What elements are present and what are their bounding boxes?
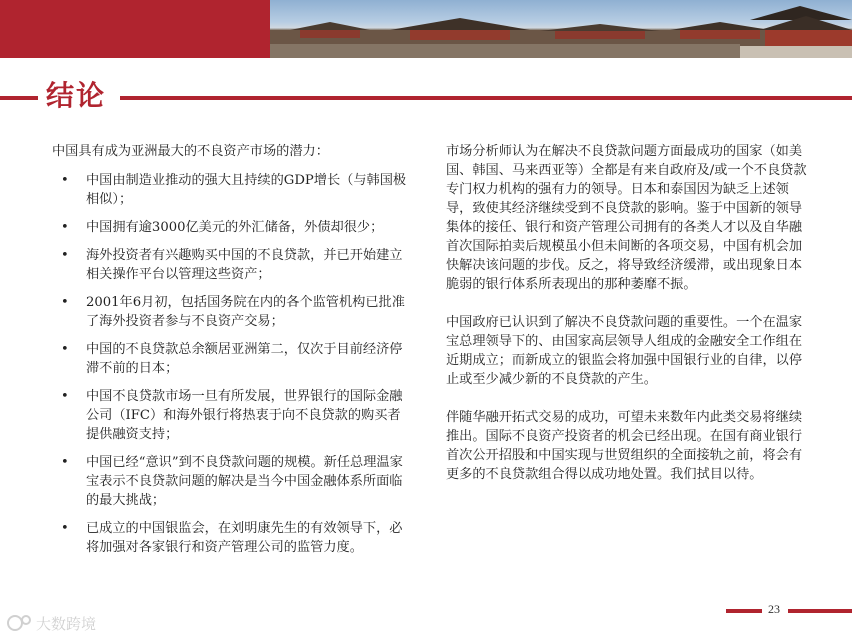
- paragraph: 伴随华融开拓式交易的成功，可望未来数年内此类交易将继续推出。国际不良资产投资者的机会已经出现。在国有商业银行首次公开招股和中国实现与世贸组织的全面接轨之前，将会有更多的不良贷款组合得以成功地处置。我们拭目以待。: [446, 410, 803, 482]
- bullet-icon: •: [61, 521, 69, 536]
- paragraph: 中国政府已认识到了解决不良贷款问题的重要性。一个在温家宝总理领导下的、由国家高层领导人组成的金融安全工作组在近期成立；而新成立的银监会将加强中国银行业的自律，以停止或至少减少新的不良贷款的产生。: [446, 315, 803, 387]
- bullet-icon: •: [61, 248, 69, 263]
- bullet-icon: •: [61, 295, 69, 310]
- bullet-text: 中国已经“意识”到不良贷款问题的规模。新任总理温家宝表示不良贷款问题的解决是当今中国金融体系所面临的最大挑战；: [86, 455, 403, 508]
- list-item: [52, 171, 412, 209]
- bullet-icon: •: [61, 220, 69, 235]
- list-item: [52, 340, 412, 378]
- bullet-text: 2001年6月初，包括国务院在内的各个监管机构已批准了海外投资者参与不良资产交易；: [86, 295, 405, 329]
- svg-text:大数跨境: 大数跨境: [36, 615, 97, 633]
- footer-rule-right: [788, 609, 852, 613]
- forbidden-city-illustration: [270, 0, 852, 58]
- logo-mark-icon: [6, 612, 116, 634]
- title-rule-right: [120, 96, 852, 100]
- watermark-logo: [6, 612, 116, 634]
- bullet-icon: •: [61, 455, 69, 470]
- right-column: [446, 142, 808, 503]
- list-item: [52, 218, 412, 237]
- bullet-icon: •: [61, 389, 69, 404]
- bullet-icon: •: [61, 173, 69, 188]
- list-item: [52, 387, 412, 444]
- bullet-list: [52, 171, 412, 557]
- bullet-text: 已成立的中国银监会，在刘明康先生的有效领导下，必将加强对各家银行和资产管理公司的监管力度。: [86, 521, 403, 555]
- bullet-text: 中国拥有逾3000亿美元的外汇储备，外债却很少；: [86, 220, 384, 235]
- footer-rule-left: [726, 609, 762, 613]
- left-column: [52, 142, 412, 566]
- header-red-band: [0, 0, 270, 58]
- list-item: [52, 519, 412, 557]
- paragraph: 市场分析师认为在解决不良贷款问题方面最成功的国家（如美国、韩国、马来西亚等）全都是有来自政府及/或一个不良贷款专门权力机构的强有力的领导。日本和泰国因为缺乏上述领导，致使其经济继续受到不良贷款的影响。鉴于中国新的领导集体的接任、银行和资产管理公司拥有的各类人才以及自华融首次国际拍卖后规模虽小但未间断的各项交易，中国有机会加快解决该问题的步伐。反之，将导致经济缓滞，或出现象日本脆弱的银行体系所表现出的那种萎靡不振。: [446, 144, 807, 292]
- bullet-icon: •: [61, 342, 69, 357]
- list-item: [52, 453, 412, 510]
- left-intro: 中国具有成为亚洲最大的不良资产市场的潜力：: [52, 144, 329, 159]
- header-banner-photo: [270, 0, 852, 58]
- page-title: 结论: [46, 79, 107, 112]
- bullet-text: 海外投资者有兴趣购买中国的不良贷款，并已开始建立相关操作平台以管理这些资产；: [86, 248, 403, 282]
- bullet-text: 中国由制造业推动的强大且持续的GDP增长（与韩国极相似）；: [86, 173, 407, 207]
- bullet-text: 中国的不良贷款总余额居亚洲第二，仅次于目前经济停滞不前的日本；: [86, 342, 403, 376]
- page-number: 23: [768, 602, 780, 616]
- title-rule-left: [0, 96, 38, 100]
- bullet-text: 中国不良贷款市场一旦有所发展，世界银行的国际金融公司（IFC）和海外银行将热衷于向不良贷款的购买者提供融资支持；: [86, 389, 403, 442]
- list-item: [52, 293, 412, 331]
- list-item: [52, 246, 412, 284]
